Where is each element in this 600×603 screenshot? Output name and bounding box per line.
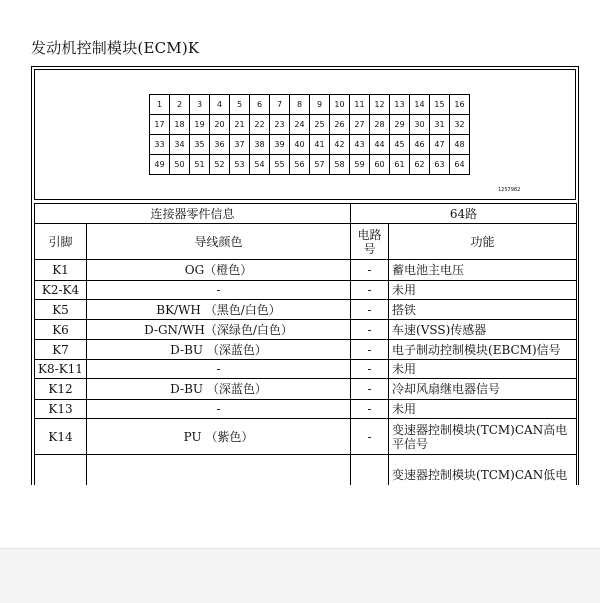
pin-cell: 43 — [350, 135, 370, 155]
section-title-connector-info: 连接器零件信息 — [35, 204, 351, 224]
header-circuit: 电路号 — [351, 224, 389, 260]
pin-cell: 42 — [330, 135, 350, 155]
cell-circuit: - — [351, 320, 389, 340]
cell-wire-color: OG（橙色） — [87, 260, 351, 281]
pin-cell: 31 — [430, 115, 450, 135]
figure-id: 1257982 — [498, 187, 521, 193]
cell-circuit: - — [351, 379, 389, 400]
table-row — [35, 260, 577, 281]
cell-pin: K1 — [35, 260, 87, 281]
header-function: 功能 — [389, 224, 577, 260]
cell-pin: K2-K4 — [35, 281, 87, 300]
cell-function: 搭铁 — [389, 300, 577, 320]
pin-cell: 30 — [410, 115, 430, 135]
cell-wire-color: - — [87, 281, 351, 300]
bottom-bar — [0, 548, 600, 603]
pin-cell: 5 — [230, 95, 250, 115]
cell-circuit: - — [351, 400, 389, 419]
pin-cell: 25 — [310, 115, 330, 135]
pin-cell: 48 — [450, 135, 470, 155]
cell-pin: K5 — [35, 300, 87, 320]
pin-cell: 22 — [250, 115, 270, 135]
pin-cell: 62 — [410, 155, 430, 175]
table-row — [35, 455, 577, 486]
cell-circuit: - — [351, 360, 389, 379]
pin-cell: 35 — [190, 135, 210, 155]
pin-cell: 36 — [210, 135, 230, 155]
pin-cell: 58 — [330, 155, 350, 175]
header-wire-color: 导线颜色 — [87, 224, 351, 260]
pin-cell: 9 — [310, 95, 330, 115]
cell-circuit: - — [351, 281, 389, 300]
table-row — [35, 360, 577, 379]
cell-function: 未用 — [389, 360, 577, 379]
pin-cell: 17 — [150, 115, 170, 135]
header-pin: 引脚 — [35, 224, 87, 260]
pin-cell: 19 — [190, 115, 210, 135]
table-row — [35, 419, 577, 455]
pin-cell: 51 — [190, 155, 210, 175]
pin-cell: 54 — [250, 155, 270, 175]
pin-cell: 44 — [370, 135, 390, 155]
pin-cell: 20 — [210, 115, 230, 135]
pin-cell: 32 — [450, 115, 470, 135]
pin-cell: 60 — [370, 155, 390, 175]
cell-function: 冷却风扇继电器信号 — [389, 379, 577, 400]
pin-cell: 2 — [170, 95, 190, 115]
cell-function: 电子制动控制模块(EBCM)信号 — [389, 340, 577, 360]
pin-cell: 49 — [150, 155, 170, 175]
document-frame — [31, 66, 579, 485]
pin-cell: 47 — [430, 135, 450, 155]
cell-pin — [35, 455, 87, 486]
pin-cell: 11 — [350, 95, 370, 115]
pin-cell: 57 — [310, 155, 330, 175]
table-row — [35, 340, 577, 360]
pin-cell: 12 — [370, 95, 390, 115]
pin-cell: 14 — [410, 95, 430, 115]
cell-wire-color: D-BU （深蓝色） — [87, 340, 351, 360]
pin-cell: 13 — [390, 95, 410, 115]
pin-cell: 18 — [170, 115, 190, 135]
cell-circuit: - — [351, 300, 389, 320]
cell-circuit: - — [351, 340, 389, 360]
pin-row — [150, 115, 470, 135]
pin-cell: 6 — [250, 95, 270, 115]
pin-cell: 56 — [290, 155, 310, 175]
cell-circuit — [351, 455, 389, 486]
pin-cell: 41 — [310, 135, 330, 155]
pin-cell: 24 — [290, 115, 310, 135]
cell-function: 蓄电池主电压 — [389, 260, 577, 281]
cell-wire-color — [87, 455, 351, 486]
table-row — [35, 281, 577, 300]
cell-wire-color: - — [87, 360, 351, 379]
connector-pin-grid — [149, 94, 470, 175]
pin-cell: 45 — [390, 135, 410, 155]
page-title: 发动机控制模块(ECM)K — [31, 39, 200, 57]
pin-cell: 10 — [330, 95, 350, 115]
pin-cell: 53 — [230, 155, 250, 175]
cell-wire-color: D-BU （深蓝色） — [87, 379, 351, 400]
pin-row — [150, 95, 470, 115]
pin-cell: 63 — [430, 155, 450, 175]
cell-pin: K14 — [35, 419, 87, 455]
pin-cell: 26 — [330, 115, 350, 135]
cell-circuit: - — [351, 260, 389, 281]
pin-cell: 23 — [270, 115, 290, 135]
cell-function: 变速器控制模块(TCM)CAN高电平信号 — [389, 419, 577, 455]
pin-cell: 21 — [230, 115, 250, 135]
cell-function: 未用 — [389, 400, 577, 419]
pin-cell: 37 — [230, 135, 250, 155]
cell-wire-color: BK/WH （黑色/白色） — [87, 300, 351, 320]
table-row — [35, 300, 577, 320]
pin-row — [150, 155, 470, 175]
cell-pin: K13 — [35, 400, 87, 419]
pin-cell: 3 — [190, 95, 210, 115]
cell-pin: K6 — [35, 320, 87, 340]
pin-cell: 39 — [270, 135, 290, 155]
table-row — [35, 379, 577, 400]
pin-cell: 7 — [270, 95, 290, 115]
pin-cell: 64 — [450, 155, 470, 175]
pin-cell: 59 — [350, 155, 370, 175]
pin-cell: 28 — [370, 115, 390, 135]
connector-info-table — [34, 203, 577, 485]
section-title-way-count: 64路 — [351, 204, 577, 224]
pin-cell: 52 — [210, 155, 230, 175]
cell-wire-color: PU （紫色） — [87, 419, 351, 455]
pin-cell: 46 — [410, 135, 430, 155]
pin-cell: 50 — [170, 155, 190, 175]
table-row — [35, 320, 577, 340]
pin-cell: 55 — [270, 155, 290, 175]
pin-cell: 16 — [450, 95, 470, 115]
column-header-row — [35, 224, 577, 260]
pin-cell: 1 — [150, 95, 170, 115]
pin-cell: 29 — [390, 115, 410, 135]
pin-cell: 61 — [390, 155, 410, 175]
pin-cell: 27 — [350, 115, 370, 135]
pin-cell: 33 — [150, 135, 170, 155]
pin-cell: 15 — [430, 95, 450, 115]
pin-cell: 8 — [290, 95, 310, 115]
pin-cell: 40 — [290, 135, 310, 155]
section-header-row — [35, 204, 577, 224]
cell-pin: K12 — [35, 379, 87, 400]
cell-pin: K8-K11 — [35, 360, 87, 379]
cell-pin: K7 — [35, 340, 87, 360]
connector-figure — [34, 69, 576, 200]
pin-cell: 4 — [210, 95, 230, 115]
cell-wire-color: D-GN/WH（深绿色/白色） — [87, 320, 351, 340]
cell-function: 车速(VSS)传感器 — [389, 320, 577, 340]
pin-cell: 38 — [250, 135, 270, 155]
cell-wire-color: - — [87, 400, 351, 419]
cell-function: 未用 — [389, 281, 577, 300]
cell-function: 变速器控制模块(TCM)CAN低电 — [389, 455, 577, 486]
pin-row — [150, 135, 470, 155]
pin-cell: 34 — [170, 135, 190, 155]
cell-circuit: - — [351, 419, 389, 455]
table-row — [35, 400, 577, 419]
